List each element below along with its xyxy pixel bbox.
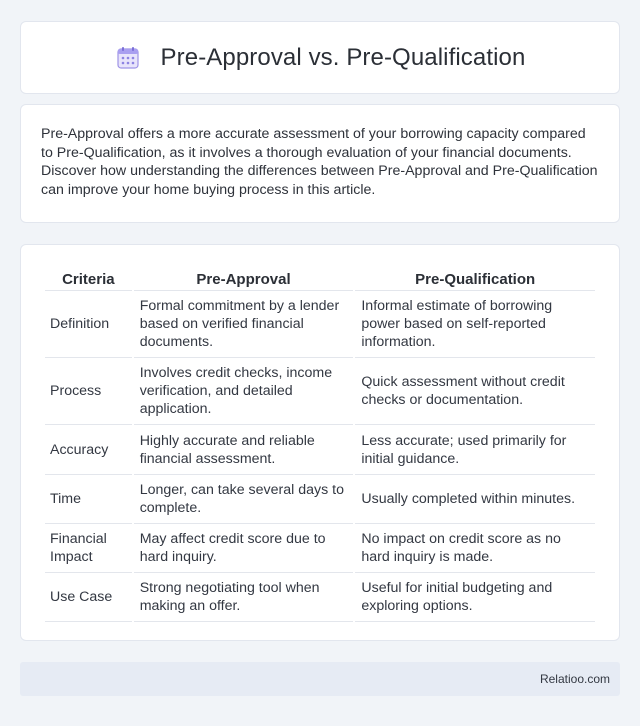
comparison-table (43, 263, 597, 622)
table-header-row (45, 263, 595, 291)
pre-qualification-cell: Usually completed within minutes. (355, 475, 595, 524)
table-row (45, 291, 595, 358)
criteria-cell: Use Case (45, 573, 132, 622)
column-header-pre-approval: Pre-Approval (134, 263, 354, 291)
intro-card (20, 104, 620, 223)
calendar-icon (115, 45, 141, 71)
pre-approval-cell: Highly accurate and reliable financial assessment. (134, 425, 354, 475)
criteria-cell: Financial Impact (45, 524, 132, 573)
column-header-criteria: Criteria (45, 263, 132, 291)
criteria-cell: Process (45, 358, 132, 425)
pre-approval-cell: May affect credit score due to hard inquiry. (134, 524, 354, 573)
criteria-cell: Definition (45, 291, 132, 358)
table-row (45, 573, 595, 622)
criteria-cell: Time (45, 475, 132, 524)
footer (20, 662, 620, 696)
table-row (45, 524, 595, 573)
pre-approval-cell: Strong negotiating tool when making an offer. (134, 573, 354, 622)
page-title: Pre-Approval vs. Pre-Qualification (160, 43, 526, 71)
intro-paragraph: Pre-Approval offers a more accurate assessment of your borrowing capacity compared to Pre-Qualification, as it involves a thorough evaluation of your financial documents. Discover how understanding the differences between Pre-Approval and Pre-Qualification can improve your home buying process in this article. (41, 126, 598, 198)
pre-approval-cell: Involves credit checks, income verification, and detailed application. (134, 358, 354, 425)
pre-qualification-cell: Quick assessment without credit checks or documentation. (355, 358, 595, 425)
pre-qualification-cell: Less accurate; used primarily for initial guidance. (355, 425, 595, 475)
footer-brand: Relatioo.com (539, 672, 610, 686)
pre-qualification-cell: No impact on credit score as no hard inquiry is made. (355, 524, 595, 573)
pre-approval-cell: Formal commitment by a lender based on verified financial documents. (134, 291, 354, 358)
pre-qualification-cell: Useful for initial budgeting and exploring options. (355, 573, 595, 622)
comparison-card (20, 244, 620, 641)
criteria-cell: Accuracy (45, 425, 132, 475)
title-card (20, 21, 620, 94)
table-row (45, 475, 595, 524)
table-row (45, 425, 595, 475)
pre-approval-cell: Longer, can take several days to complete. (134, 475, 354, 524)
table-row (45, 358, 595, 425)
pre-qualification-cell: Informal estimate of borrowing power based on self-reported information. (355, 291, 595, 358)
column-header-pre-qualification: Pre-Qualification (355, 263, 595, 291)
